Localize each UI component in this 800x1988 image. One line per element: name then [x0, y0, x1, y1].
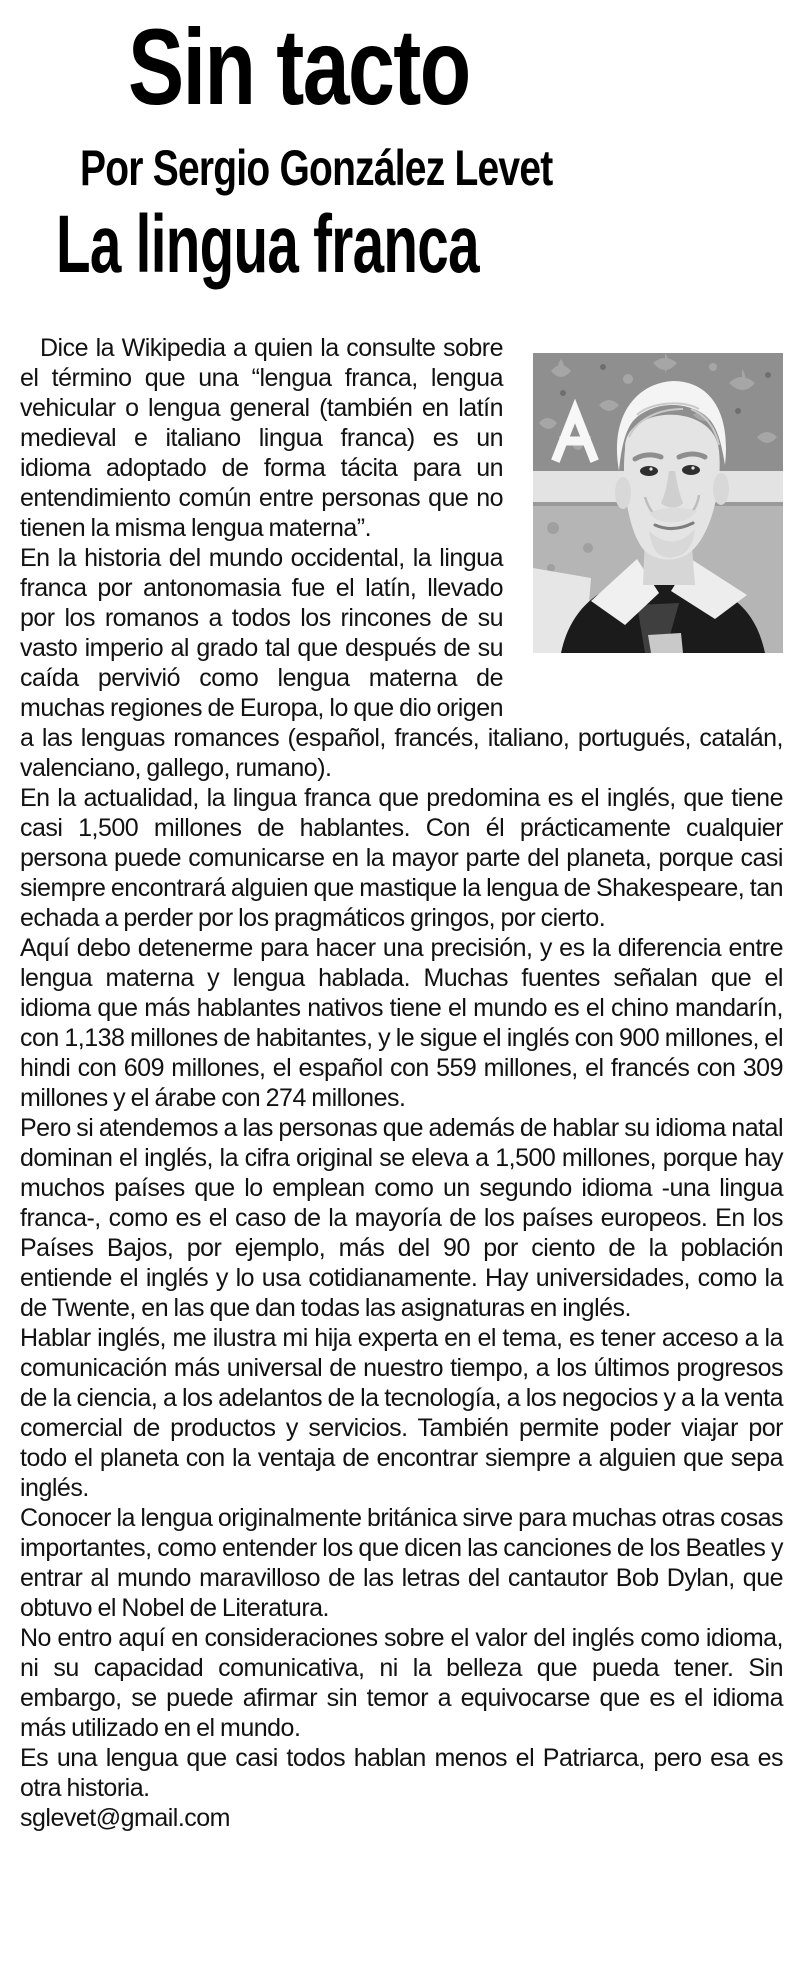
column-masthead-text: Sin tacto [128, 6, 470, 127]
author-portrait-illustration [533, 353, 783, 653]
byline-text: Por Sergio González Levet [80, 140, 553, 196]
article-body [0, 333, 800, 1833]
article-paragraph: Es una lengua que casi todos hablan menos el Patriarca, pero esa es otra historia. [20, 1744, 783, 1802]
article-paragraph: No entro aquí en consideraciones sobre el valor del inglés como idioma, ni su capacidad comunicativa, ni la belleza que pueda tener. Sin embargo, se puede afirmar sin temor a equivocarse que es el idioma más utilizado en el mundo. [20, 1624, 783, 1742]
left-eye-glint [649, 467, 652, 470]
author-photo [533, 353, 783, 653]
article-headline-text: La lingua franca [56, 199, 479, 290]
email-address: sglevet@gmail.com [20, 1804, 231, 1832]
left-eye [640, 466, 658, 476]
right-ear [713, 473, 729, 505]
shirt-under-vest [648, 633, 683, 653]
article-paragraph: Dice la Wikipedia a quien la consulte sobre el término que una “lengua franca, lengua vehicular o lengua general (también en latín medieval e italiano lingua franca) es un idioma adoptado de forma tácita para un entendimiento común entre personas que no tienen la misma lengua materna”. [20, 334, 503, 542]
right-eye [682, 465, 700, 475]
column-masthead [128, 6, 800, 127]
article-paragraph: En la historia del mundo occidental, la lingua franca por antonomasia fue el latín, llevado por los romanos a todos los rincones de su vasto imperio al grado tal que después de su caída pervivió como lengua materna de muchas regiones de Europa, lo que dio origen a las lenguas romances (español, francés, italiano, portugués, catalán, valenciano, gallego, rumano). [20, 544, 783, 782]
article-paragraph: Conocer la lengua originalmente británica sirve para muchas otras cosas importantes, como entender los que dicen las canciones de los Beatles y entrar al mundo maravilloso de las letras del cantautor Bob Dylan, que obtuvo el Nobel de Literatura. [20, 1504, 783, 1622]
right-eye-glint [691, 466, 694, 469]
left-ear [615, 477, 631, 509]
article-paragraph: Hablar inglés, me ilustra mi hija experta en el tema, es tener acceso a la comunicación más universal de nuestro tiempo, a los últimos progresos de la ciencia, a los adelantos de la tecnología, a los negocios y a la venta comercial de productos y servicios. También permite poder viajar por todo el planeta con la ventaja de encontrar siempre a alguien que sepa inglés. [20, 1324, 783, 1502]
byline [80, 140, 800, 196]
article-headline [56, 199, 800, 290]
article-paragraph: Aquí debo detenerme para hacer una precisión, y es la diferencia entre lengua materna y lengua hablada. Muchas fuentes señalan que el idioma que más hablantes nativos tiene el mundo es el chino mandarín, con 1,138 millones de habitantes, y le sigue el inglés con 900 millones, el hindi con 609 millones, el español con 559 millones, el francés con 309 millones y el árabe con 274 millones. [20, 934, 783, 1112]
article-paragraph: En la actualidad, la lingua franca que predomina es el inglés, que tiene casi 1,500 millones de hablantes. Con él prácticamente cualquier persona puede comunicarse en la mayor parte del planeta, porque casi siempre encontrará alguien que mastique la lengua de Shakespeare, tan echada a perder por los pragmáticos gringos, por cierto. [20, 784, 783, 932]
article-paragraph: Pero si atendemos a las personas que además de hablar su idioma natal dominan el inglés, la cifra original se eleva a 1,500 millones, porque hay muchos países que lo emplean como un segundo idioma -una lingua franca-, como es el caso de la mayoría de los países europeos. En los Países Bajos, por ejemplo, más del 90 por ciento de la población entiende el inglés y lo usa cotidianamente. Hay universidades, como la de Twente, en las que dan todas las asignaturas en inglés. [20, 1114, 783, 1322]
